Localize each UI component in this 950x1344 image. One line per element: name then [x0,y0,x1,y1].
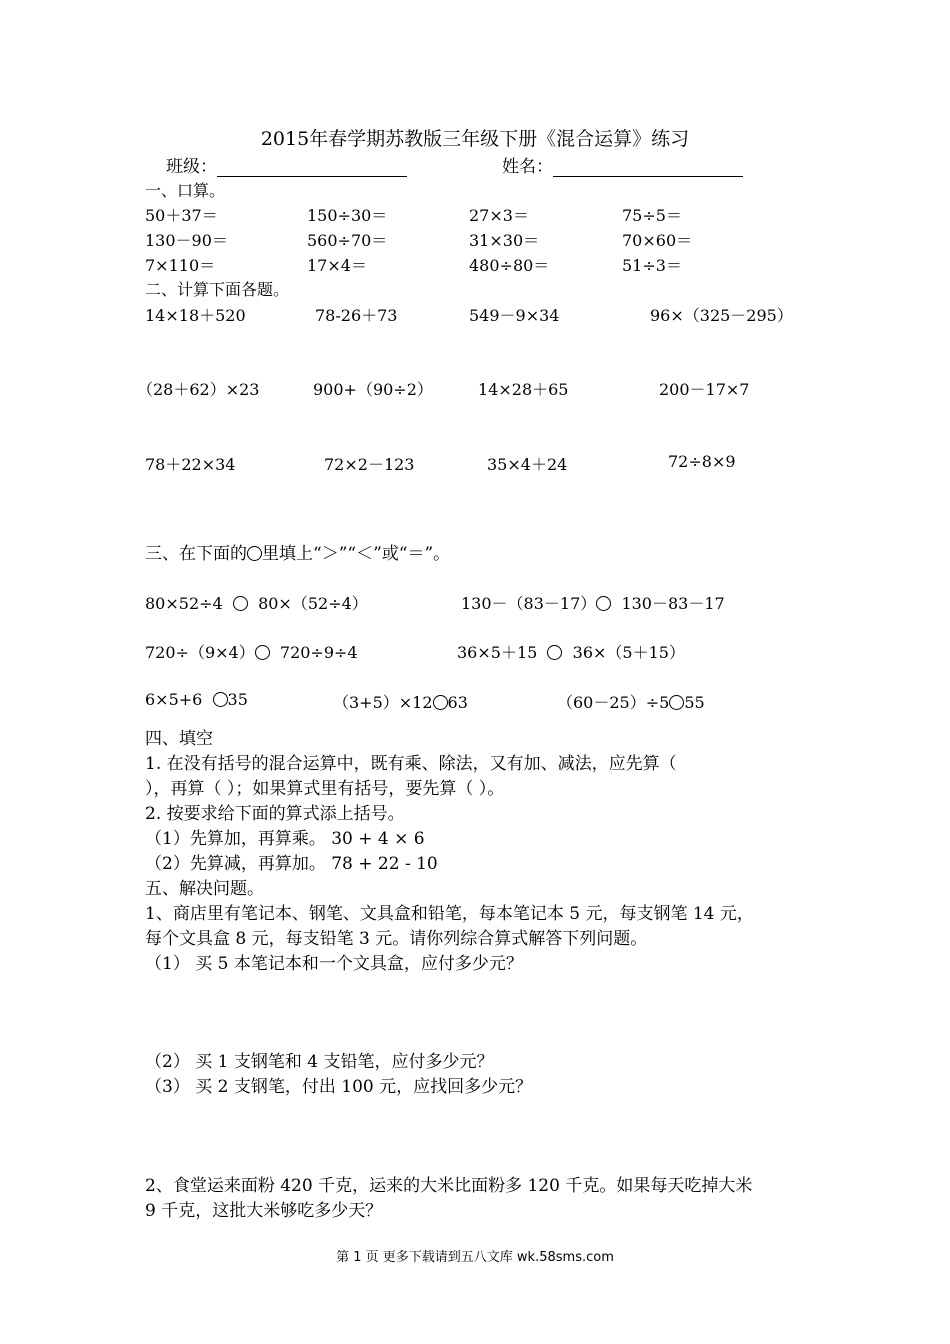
problem-1-q3: （3） 买 2 支钢笔，付出 100 元，应找回多少元？ [145,1077,533,1097]
oral-item: 50＋37＝ [145,206,218,225]
oral-item: 17×4＝ [307,256,367,275]
compare-circle[interactable] [255,645,270,660]
oral-item: 560÷70＝ [307,231,388,250]
compare-item: （3+5）×12 63 [333,693,468,712]
calc-item: 78-26＋73 [315,306,398,325]
compare-item: 720÷（9×4） 720÷9÷4 [145,643,358,662]
compare-circle[interactable] [669,695,684,710]
fill-q1-line2: ），再算（ ）；如果算式里有括号，要先算（ ）。 [145,779,505,799]
oral-item: 31×30＝ [469,231,540,250]
calc-item: 14×18＋520 [145,306,246,325]
page-footer: 第 1 页 更多下载请到五八文库 wk.58sms.com [336,1250,614,1265]
oral-item: 150÷30＝ [307,206,388,225]
calc-item: 200－17×7 [659,380,750,399]
calc-item: 96×（325－295） [650,306,793,325]
section-4-heading: 四、填空 [145,729,213,749]
problem-1-q2: （2） 买 1 支钢笔和 4 支铅笔，应付多少元？ [145,1052,494,1072]
name-field [502,152,743,177]
compare-item: 36×5＋15 36×（5＋15） [457,643,685,662]
calc-item: 72×2－123 [324,455,415,474]
problem-2-line2: 9 千克，这批大米够吃多少天？ [145,1201,383,1221]
section-5-heading: 五、解决问题。 [145,879,264,899]
compare-item: 130－（83－17） 130－83－17 [461,594,725,613]
calc-item: 35×4＋24 [487,455,568,474]
fill-q2-2: （2）先算减，再算加。 78 + 22 - 10 [145,854,438,874]
problem-1-q1: （1） 买 5 本笔记本和一个文具盒，应付多少元？ [145,954,523,974]
class-label: 班级： [166,157,217,177]
problem-1-line1: 1、商店里有笔记本、钢笔、文具盒和铅笔，每本笔记本 5 元，每支钢笔 14 元， [145,904,754,924]
calc-item: 78＋22×34 [145,455,236,474]
oral-item: 70×60＝ [622,231,693,250]
section-1-heading: 一、口算。 [145,181,226,200]
oral-item: 7×110＝ [145,256,216,275]
section-2-heading: 二、计算下面各题。 [145,280,290,299]
compare-circle[interactable] [547,645,562,660]
calc-item: 14×28＋65 [478,380,569,399]
fill-q2: 2. 按要求给下面的算式添上括号。 [145,804,405,824]
compare-circle[interactable] [213,692,228,707]
calc-item: 900+（90÷2） [313,380,433,399]
name-label: 姓名： [502,157,553,177]
oral-item: 130－90＝ [145,231,228,250]
page-title: 2015年春学期苏教版三年级下册《混合运算》练习 [260,128,690,150]
problem-1-line2: 每个文具盒 8 元，每支铅笔 3 元。请你列综合算式解答下列问题。 [145,929,648,949]
compare-circle[interactable] [233,596,248,611]
compare-circle[interactable] [596,596,611,611]
fill-q2-1: （1）先算加，再算乘。 30 + 4 × 6 [145,829,425,849]
oral-item: 75÷5＝ [622,206,682,225]
section-3-heading: 三、在下面的 里填上“＞”“＜”或“＝”。 [145,544,451,564]
fill-q1-line1: 1. 在没有括号的混合运算中，既有乘、除法，又有加、减法，应先算（ [145,754,677,774]
calc-item: 549－9×34 [469,306,560,325]
class-field [166,152,407,177]
compare-item: 80×52÷4 80×（52÷4） [145,594,368,613]
compare-item: 6×5+6 35 [145,690,248,709]
class-blank[interactable] [217,158,407,177]
calc-item: （28＋62）×23 [137,380,260,399]
circle-icon [247,546,262,561]
oral-item: 480÷80＝ [469,256,550,275]
compare-item: （60－25）÷5 55 [557,693,705,712]
oral-item: 51÷3＝ [622,256,682,275]
calc-item: 72÷8×9 [668,452,736,471]
name-blank[interactable] [553,158,743,177]
problem-2-line1: 2、食堂运来面粉 420 千克，运来的大米比面粉多 120 千克。如果每天吃掉大米 [145,1176,753,1196]
compare-circle[interactable] [433,695,448,710]
oral-item: 27×3＝ [469,206,529,225]
